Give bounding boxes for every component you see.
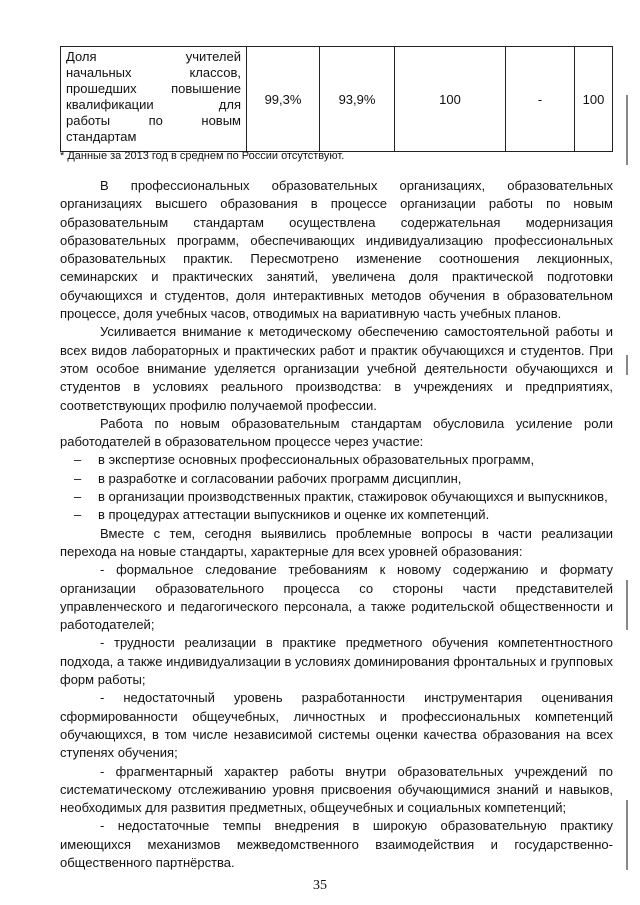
- paragraph: - фрагментарный характер работы внутри образовательных учреждений по систематическому отслеживанию уровня присвоения обучающимися знаний и навыков, необходимых для развития предметных, общеучебных и социальных компетенций;: [60, 763, 613, 816]
- paragraph: В профессиональных образовательных организациях, образовательных организациях высшего образования в процессе организации работы по новым образовательным стандартам осуществлена содержательная модернизация образовательных программ, обеспечивающих индивидуализацию профессиональных образовательных практик. Пересмотрено изменение соотношения лекционных, семинарских и практических занятий, увеличена доля практической подготовки обучающихся и студентов, доля интерактивных методов обучения в образовательном процессе, доля учебных часов, отводимых на вариативную часть учебных планов.: [60, 178, 613, 322]
- value-cell: 100: [395, 47, 506, 152]
- dash-marker: –: [74, 470, 82, 486]
- list-item: [60, 470, 613, 488]
- body-text: [60, 177, 613, 872]
- paragraph: - недостаточный уровень разработанности инструментария оценивания сформированности общеучебных, личностных и профессиональных компетенций обучающихся, в том числе независимой системы оценки качества образования на всех ступенях обучения;: [60, 690, 613, 761]
- footnote: * Данные за 2013 год в среднем по России отсутствуют.: [60, 150, 345, 162]
- list-item: [60, 451, 613, 469]
- dash-marker: –: [74, 452, 82, 468]
- page-number: 35: [313, 878, 327, 893]
- value-cell: -: [506, 47, 575, 152]
- label-line: Доля учителей: [66, 49, 241, 64]
- value-cell: 93,9%: [320, 47, 395, 152]
- label-line: работы по новым: [66, 113, 241, 128]
- paragraph: - недостаточные темпы внедрения в широкую образовательную практику имеющихся механизмов межведомственного взаимодействия и государственно-общественного партнёрства.: [60, 818, 613, 870]
- list-item: [60, 488, 613, 506]
- list-item-text: в экспертизе основных профессиональных образовательных программ,: [98, 452, 535, 468]
- label-line: начальных классов,: [66, 65, 241, 80]
- value-cell: 99,3%: [247, 47, 320, 152]
- paragraph: Вместе с тем, сегодня выявились проблемные вопросы в части реализации перехода на новые стандарты, характерные для всех уровней образования:: [60, 525, 613, 559]
- list-item-text: в процедурах аттестации выпускников и оценке их компетенций.: [98, 507, 490, 523]
- label-line: прошедших повышение: [66, 81, 241, 96]
- scan-edge-mark: [626, 355, 628, 375]
- scan-edge-mark: [626, 580, 628, 630]
- label-line: стандартам: [66, 129, 137, 144]
- paragraph: - формальное следование требованиям к новому содержанию и формату организации образовательного процесса со стороны части представителей управленческого и педагогического персонала, а также родительской общественности и работодателей;: [60, 562, 613, 633]
- list-item: [60, 506, 613, 524]
- row-label-cell: [61, 47, 247, 152]
- paragraph: Усиливается внимание к методическому обеспечению самостоятельной работы и всех видов лабораторных и практических работ и практик обучающихся и студентов. При этом особое внимание уделяется организации учебной деятельности обучающихся и студентов в условиях реального производства: в учреждениях и предприятиях, соответствующих профилю получаемой профессии.: [60, 324, 613, 413]
- paragraph: - трудности реализации в практике предметного обучения компетентностного подхода, а также индивидуализации в условиях доминирования фронтальных и групповых форм работы;: [60, 635, 613, 688]
- list-item-text: в организации производственных практик, стажировок обучающихся и выпускников,: [98, 489, 608, 505]
- list-item-text: в разработке и согласовании рабочих программ дисциплин,: [98, 470, 462, 486]
- scan-edge-mark: [626, 95, 628, 165]
- value-cell: 100: [575, 47, 613, 152]
- scan-edge-mark: [626, 800, 628, 870]
- data-table: [60, 46, 613, 152]
- dash-marker: –: [74, 507, 82, 523]
- table-row: [61, 47, 613, 152]
- paragraph: Работа по новым образовательным стандартам обусловила усиление роли работодателей в образовательном процессе через участие:: [60, 415, 613, 450]
- label-line: квалификации для: [66, 97, 241, 112]
- dash-marker: –: [74, 489, 82, 505]
